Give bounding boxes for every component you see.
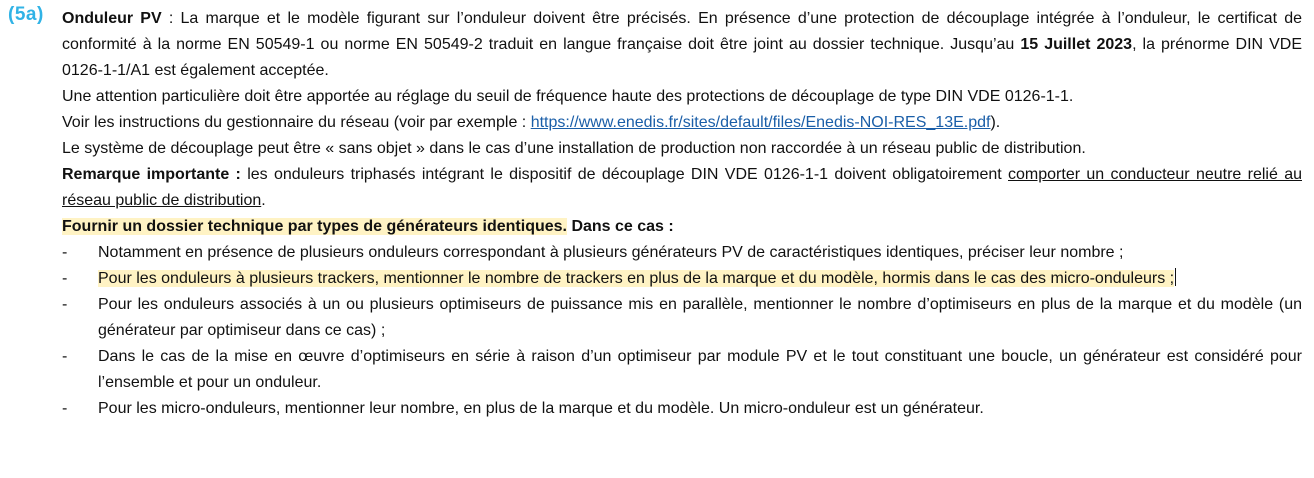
paragraph-provide-dossier: [62, 214, 1302, 240]
list-item: [62, 344, 1302, 396]
bullet-dash: -: [62, 296, 68, 313]
list-item: [62, 396, 1302, 422]
important-note-label: Remarque importante :: [62, 166, 241, 183]
provide-dossier-highlight: Fournir un dossier technique par types de générateurs identiques.: [62, 218, 567, 235]
deadline-date: 15 Juillet 2023: [1020, 36, 1133, 53]
bullet-dash: -: [62, 400, 68, 417]
list-item-text: [98, 266, 1302, 292]
enedis-link[interactable]: https://www.enedis.fr/sites/default/files/Enedis-NOI-RES_13E.pdf: [530, 114, 991, 131]
important-note-underlined: comporter un conducteur neutre relié au réseau public de distribution: [62, 166, 1302, 209]
onduleur-pv-title: Onduleur PV: [62, 10, 162, 27]
important-note-end: .: [261, 192, 266, 209]
list-item-text: Dans le cas de la mise en œuvre d’optimiseurs en série à raison d’un optimiseur par module PV et le tout constituant une boucle, un générateur est considéré pour l’ensemble et pour un onduleur.: [98, 348, 1302, 391]
paragraph-important-note: [62, 162, 1302, 214]
bullet-dash: -: [62, 270, 68, 287]
document-body: [62, 6, 1302, 422]
list-item: [62, 266, 1302, 292]
list-item-text: Pour les onduleurs associés à un ou plusieurs optimiseurs de puissance mis en parallèle, mentionner le nombre d’optimiseurs en plus de la marque et du modèle (un générateur par optimiseur dans ce cas) ;: [98, 296, 1302, 339]
instructions-before: Voir les instructions du gestionnaire du réseau (voir par exemple :: [62, 114, 531, 131]
onduleur-pv-text-b: , la prénorme DIN VDE 0126-1-1/A1 est également acceptée.: [62, 36, 1303, 79]
important-note-text: les onduleurs triphasés intégrant le dispositif de découplage DIN VDE 0126-1-1 doivent obligatoirement: [240, 166, 1009, 183]
onduleur-pv-text-a: : La marque et le modèle figurant sur l’onduleur doivent être précisés. En présence d’une protection de découplage intégrée à l’onduleur, le certificat de conformité à la norme EN 50549-1 ou norme EN 50549-2 traduit en langue française doit être joint au dossier technique. Jusqu’au: [62, 10, 1302, 53]
instructions-after: ).: [990, 114, 1001, 131]
highlighted-text: Pour les onduleurs à plusieurs trackers, mentionner le nombre de trackers en plus de la marque et du modèle, hormis dans le cas des micro-onduleurs ;: [98, 270, 1175, 287]
paragraph-instructions: [62, 110, 1302, 136]
list-item-text: Notamment en présence de plusieurs onduleurs correspondant à plusieurs générateurs PV de caractéristiques identiques, préciser leur nombre ;: [98, 244, 1124, 261]
section-label: (5a): [8, 4, 44, 25]
paragraph-onduleur-pv: [62, 6, 1302, 84]
list-item: [62, 292, 1302, 344]
list-item: [62, 240, 1302, 266]
bullet-dash: -: [62, 244, 68, 261]
paragraph-decoupling-system: Le système de découplage peut être « sans objet » dans le cas d’une installation de production non raccordée à un réseau public de distribution.: [62, 140, 1086, 157]
list-item-text: Pour les micro-onduleurs, mentionner leur nombre, en plus de la marque et du modèle. Un micro-onduleur est un générateur.: [98, 400, 984, 417]
paragraph-frequency-setting: Une attention particulière doit être apportée au réglage du seuil de fréquence haute des protections de découplage de type DIN VDE 0126-1-1.: [62, 88, 1074, 105]
case-list: [62, 240, 1302, 422]
provide-dossier-rest: Dans ce cas :: [567, 218, 674, 235]
bullet-dash: -: [62, 348, 68, 365]
text-cursor: [1175, 268, 1176, 286]
